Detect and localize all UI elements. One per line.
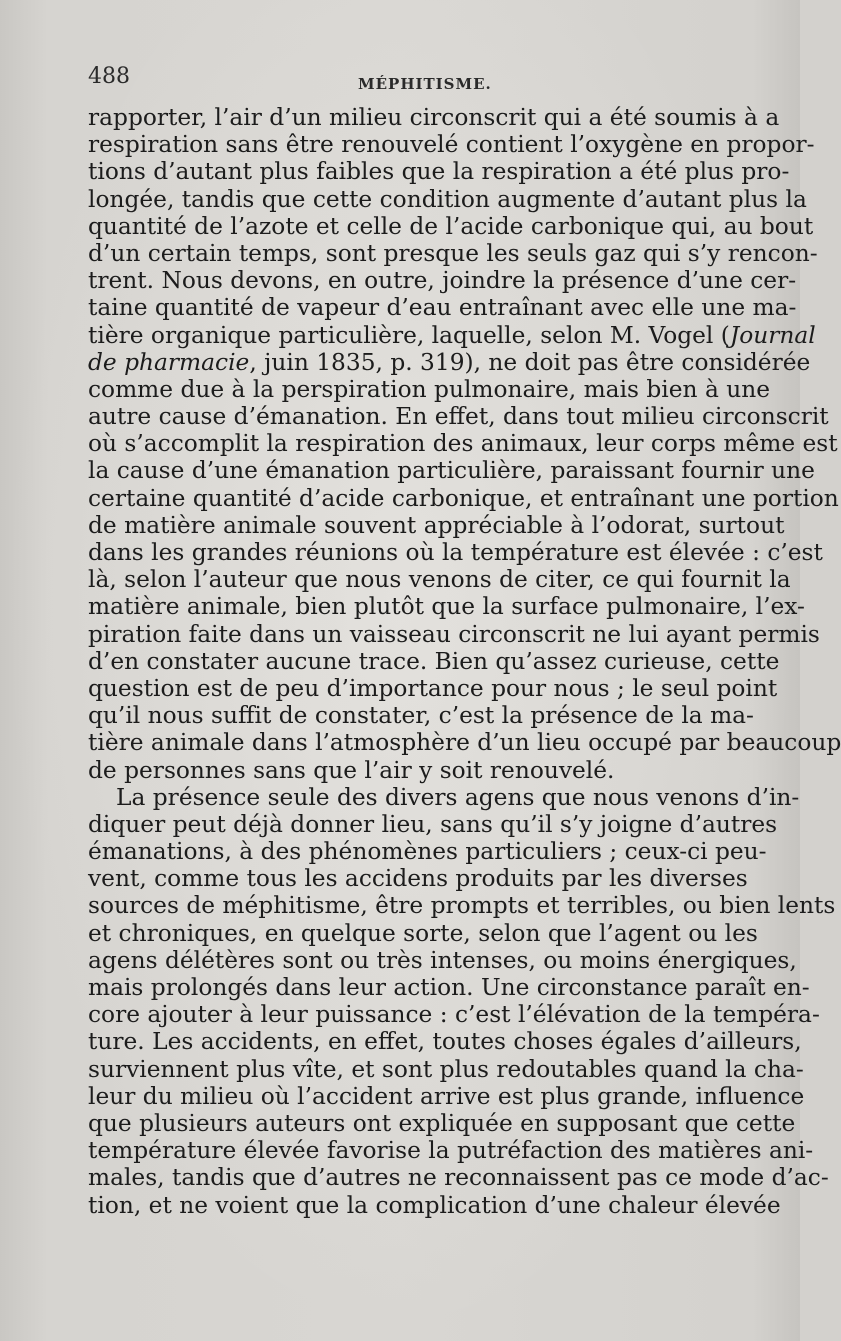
- text-line: mais prolongés dans leur action. Une circonstance paraît en-: [88, 974, 810, 1001]
- paragraph-2: [88, 783, 836, 1219]
- text-line: d’en constater aucune trace. Bien qu’assez curieuse, cette: [88, 647, 780, 675]
- paragraph-1: [88, 104, 841, 784]
- page-number: 488: [88, 64, 130, 89]
- text-line: dans les grandes réunions où la température est élevée : c’est: [88, 539, 823, 566]
- text-line: piration faite dans un vaisseau circonscrit ne lui ayant permis: [88, 620, 820, 648]
- text-line: surviennent plus vîte, et sont plus redoutables quand la cha-: [88, 1055, 804, 1083]
- text-line: question est de peu d’importance pour nous ; le seul point: [88, 674, 778, 702]
- text-line: autre cause d’émanation. En effet, dans tout milieu circonscrit: [88, 403, 829, 431]
- text-line: vent, comme tous les accidens produits par les diverses: [88, 865, 748, 893]
- text-line: où s’accomplit la respiration des animaux, leur corps même est: [88, 430, 838, 458]
- text-line: diquer peut déjà donner lieu, sans qu’il s’y joigne d’autres: [88, 810, 778, 838]
- text-line: La présence seule des divers agens que nous venons d’in-: [116, 783, 800, 811]
- text-line: là, selon l’auteur que nous venons de citer, ce qui fournit la: [88, 566, 791, 594]
- text-line: qu’il nous suffit de constater, c’est la présence de la ma-: [88, 702, 754, 730]
- text-line: tions d’autant plus faibles que la respiration a été plus pro-: [88, 158, 790, 186]
- text-line: ture. Les accidents, en effet, toutes choses égales d’ailleurs,: [88, 1028, 802, 1056]
- journal-title-italic: de pharmacie: [88, 348, 250, 376]
- text-line: longée, tandis que cette condition augmente d’autant plus la: [88, 185, 807, 213]
- journal-title-italic: Journal: [729, 321, 816, 349]
- text-line: de personnes sans que l’air y soit renouvelé.: [88, 756, 615, 784]
- text-line: d’un certain temps, sont presque les seuls gaz qui s’y rencon-: [88, 239, 818, 267]
- page-header: [88, 64, 740, 94]
- text-line: agens délétères sont ou très intenses, ou moins énergiques,: [88, 946, 797, 974]
- text-line: de matière animale souvent appréciable à l’odorat, surtout: [88, 511, 785, 539]
- text-line: males, tandis que d’autres ne reconnaissent pas ce mode d’ac-: [88, 1164, 829, 1192]
- body-text: [88, 104, 841, 1219]
- text-line: sources de méphitisme, être prompts et terribles, ou bien lents: [88, 892, 836, 920]
- text-line: que plusieurs auteurs ont expliquée en supposant que cette: [88, 1109, 796, 1137]
- text-line: tière organique particulière, laquelle, selon M. Vogel (Journal: [88, 321, 816, 349]
- text-line: émanations, à des phénomènes particuliers ; ceux-ci peu-: [88, 838, 767, 866]
- text-line: température élevée favorise la putréfaction des matières ani-: [88, 1137, 814, 1165]
- text-line: leur du milieu où l’accident arrive est plus grande, influence: [88, 1082, 805, 1110]
- text-line: trent. Nous devons, en outre, joindre la présence d’une cer-: [88, 267, 797, 295]
- text-line: rapporter, l’air d’un milieu circonscrit qui a été soumis à a: [88, 104, 780, 131]
- text-line: et chroniques, en quelque sorte, selon que l’agent ou les: [88, 919, 758, 947]
- text-line: matière animale, bien plutôt que la surface pulmonaire, l’ex-: [88, 593, 805, 621]
- text-line: tion, et ne voient que la complication d’une chaleur élevée: [88, 1191, 781, 1219]
- text-line: certaine quantité d’acide carbonique, et entraînant une portion: [88, 484, 839, 512]
- text-line: de pharmacie, juin 1835, p. 319), ne doit pas être considérée: [88, 348, 811, 376]
- running-head: MÉPHITISME.: [358, 75, 492, 93]
- text-line: quantité de l’azote et celle de l’acide carbonique qui, au bout: [88, 212, 814, 240]
- text-line: la cause d’une émanation particulière, paraissant fournir une: [88, 457, 815, 485]
- text-line: respiration sans être renouvelé contient l’oxygène en propor-: [88, 131, 815, 159]
- text-line: taine quantité de vapeur d’eau entraînant avec elle une ma-: [88, 294, 797, 322]
- text-line: core ajouter à leur puissance : c’est l’élévation de la tempéra-: [88, 1001, 820, 1029]
- text-line: comme due à la perspiration pulmonaire, mais bien à une: [88, 375, 771, 403]
- text-line: tière animale dans l’atmosphère d’un lieu occupé par beaucoup: [88, 729, 841, 757]
